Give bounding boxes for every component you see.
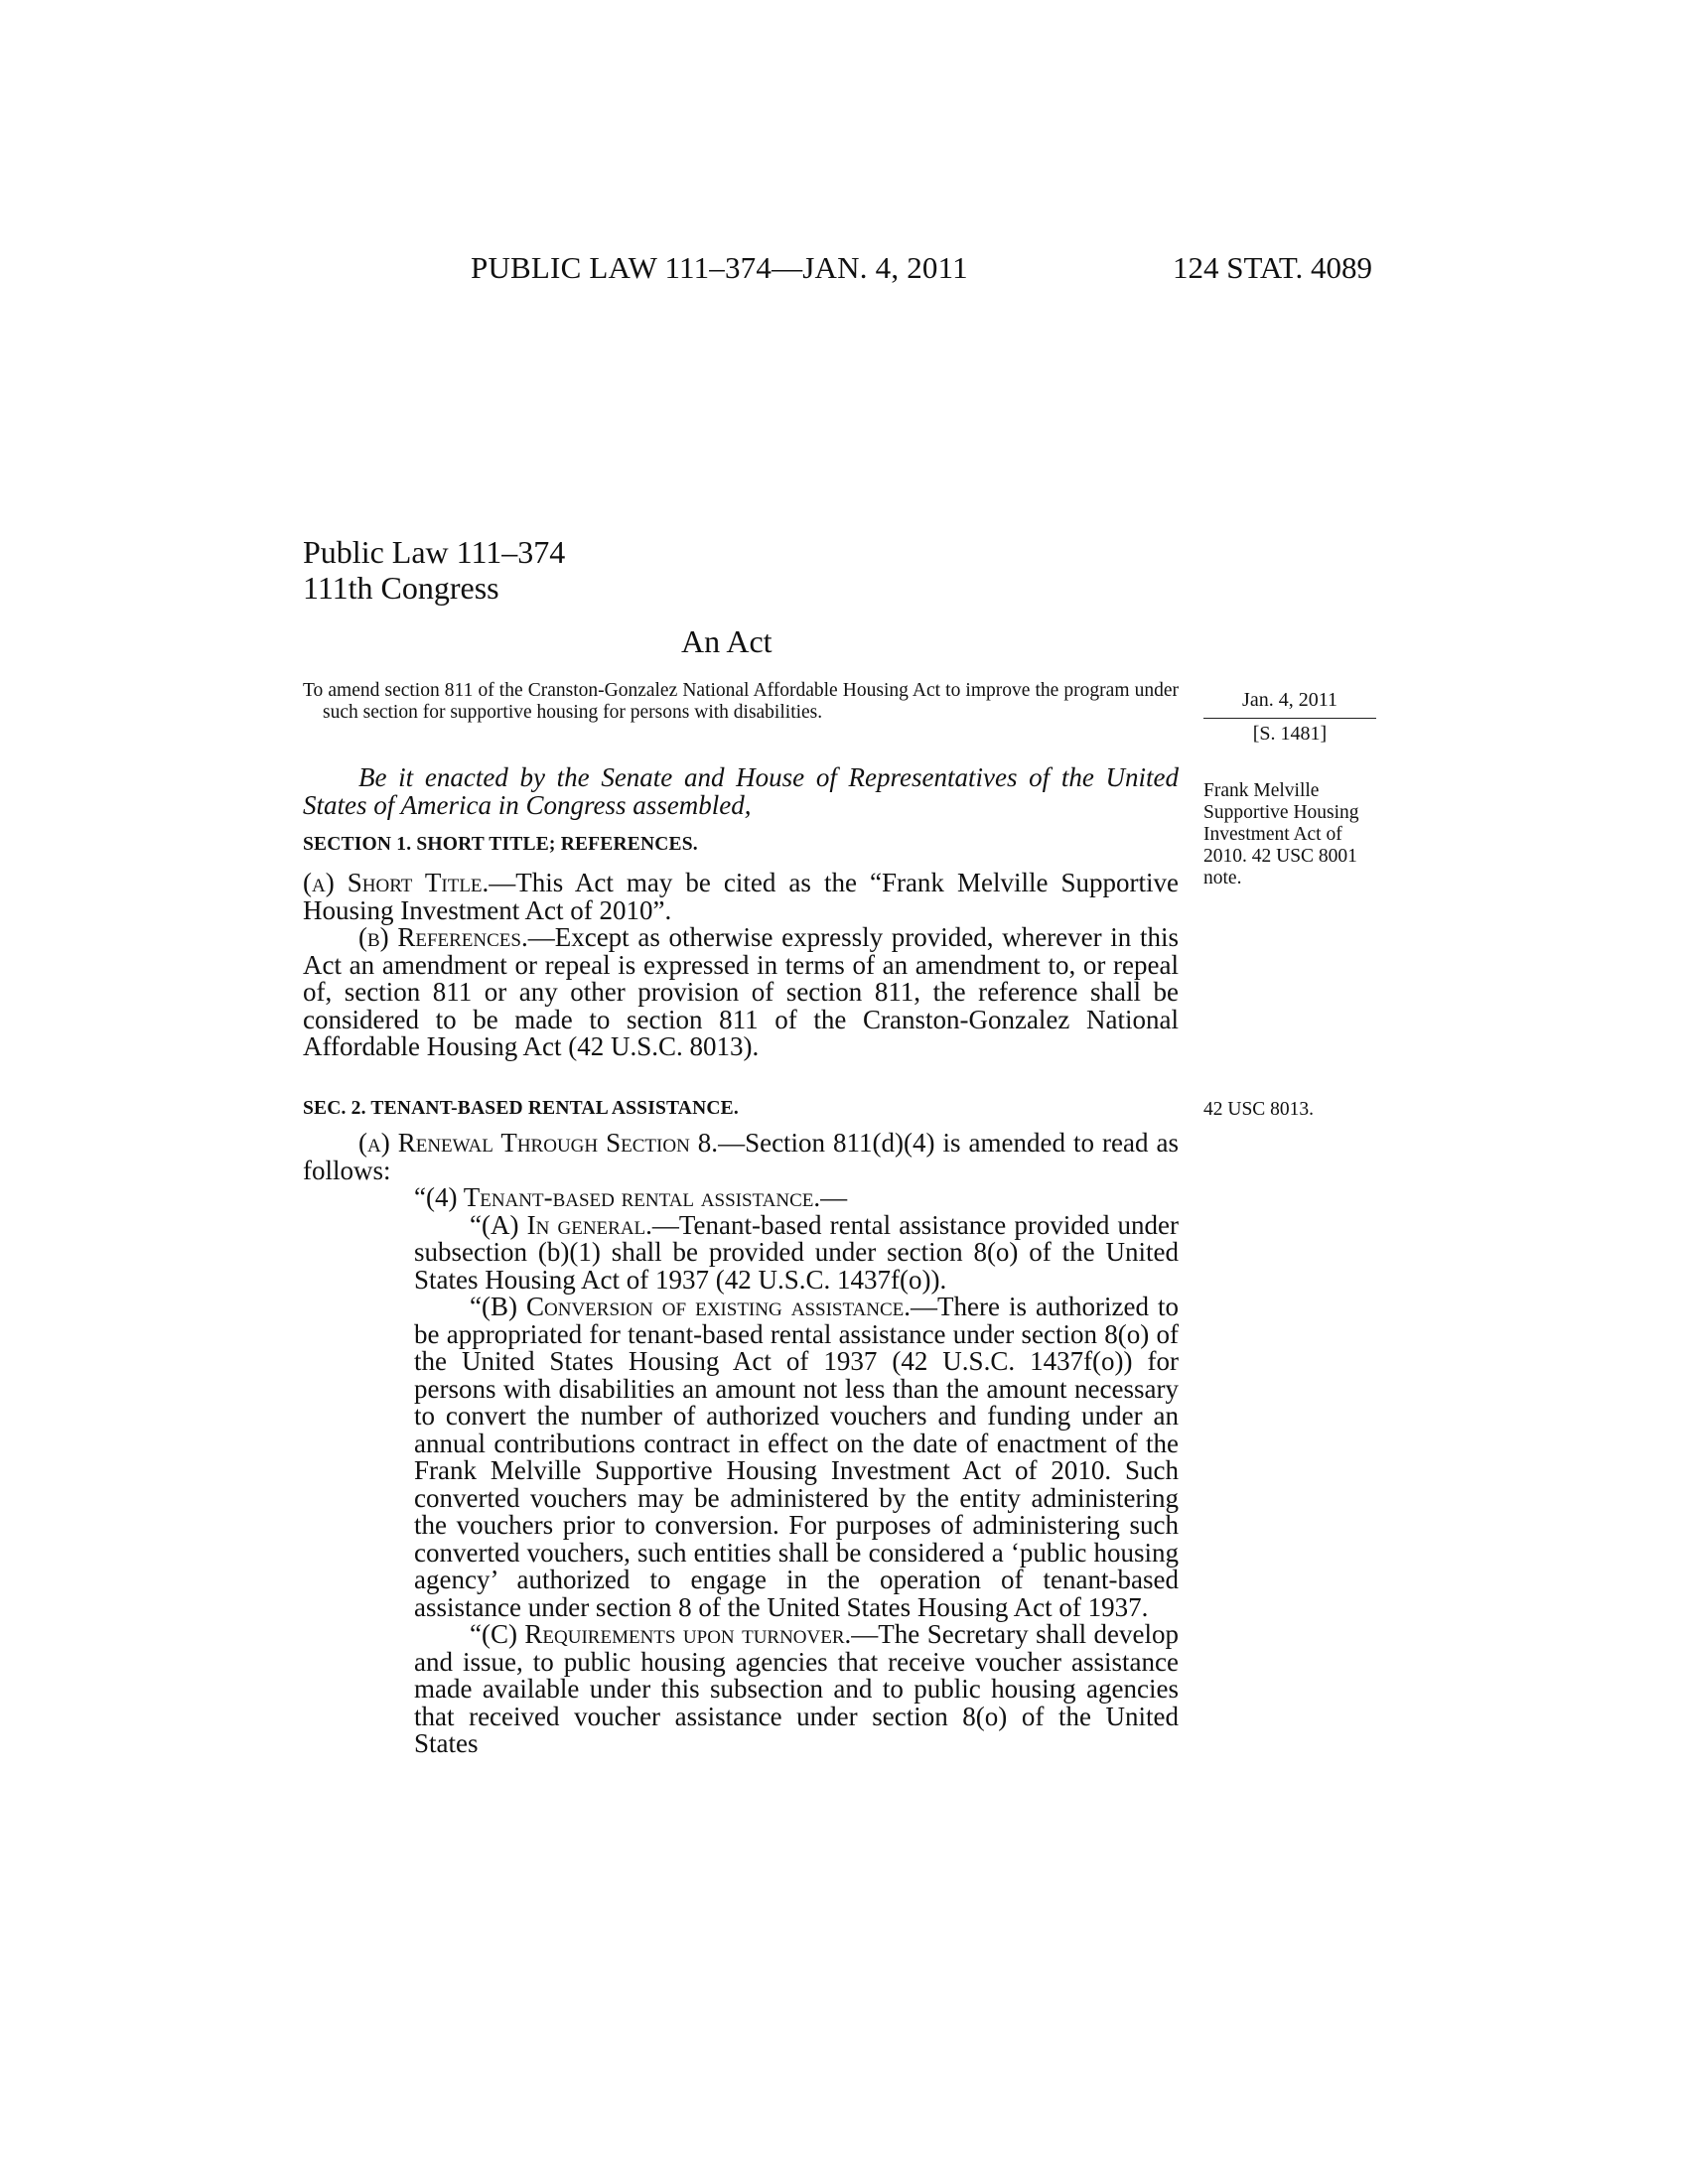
subparagraph-b (303, 1294, 1179, 1621)
subparagraph-c-label: “(C) Requirements upon turnover. (470, 1619, 852, 1649)
subparagraph-a-text: —Tenant-based rental assistance provided under subsection (b)(1) shall be provided under section 8(o) of the United States Housing Act of 1937 (42 U.S.C. 1437f(o)). (414, 1209, 1179, 1295)
paragraph-4-dash: — (820, 1182, 848, 1212)
subparagraph-c-text: —The Secretary shall develop and issue, to public housing agencies that receive voucher assistance made available under this subsection and to public housing agencies that received voucher assistance under section 8(o) of the United States (414, 1619, 1179, 1758)
subparagraph-a (303, 1209, 1179, 1295)
enacting-clause (303, 764, 1179, 819)
section-1-body (303, 870, 1179, 1061)
running-head: PUBLIC LAW 111–374—JAN. 4, 2011 (471, 250, 968, 285)
section-1a (303, 870, 1179, 924)
paragraph-4-label: “(4) Tenant-based rental assistance. (414, 1182, 821, 1212)
section-1-heading: SECTION 1. SHORT TITLE; REFERENCES. (303, 834, 698, 855)
enactment-date: Jan. 4, 2011 (1242, 689, 1337, 711)
section-2-heading: SEC. 2. TENANT-BASED RENTAL ASSISTANCE. (303, 1098, 739, 1119)
paragraph-4 (303, 1184, 1179, 1212)
section-1a-text: —This Act may be cited as the “Frank Melville Supportive Housing Investment Act of 2010”. (303, 868, 1179, 925)
statute-citation: 124 STAT. 4089 (1172, 250, 1372, 285)
margin-note-sec-2: 42 USC 8013. (1203, 1099, 1315, 1120)
date-divider (1203, 718, 1376, 719)
act-heading: An Act (681, 623, 773, 659)
section-1b-text: —Except as otherwise expressly provided, wherever in this Act an amendment or repeal is expressed in terms of an amendment to, or repeal of, section 811 or any other provision of section 811, the reference shall be considered to be made to section 811 of the Cranston-Gonzalez National Affordable Housing Act (42 U.S.C. 8013). (303, 922, 1179, 1061)
section-1b-label: (b) References. (358, 922, 528, 952)
subparagraph-b-label: “(B) Conversion of existing assistance. (470, 1292, 912, 1321)
purpose-statement: To amend section 811 of the Cranston-Gonzalez National Affordable Housing Act to improve the program under such section for supportive housing for persons with disabilities. (303, 680, 1179, 723)
congress: 111th Congress (303, 570, 499, 606)
subparagraph-b-text: —There is authorized to be appropriated for tenant-based rental assistance under section 8(o) of the United States Housing Act of 1937 (42 U.S.C. 1437f(o)) for persons with disabilities an amount not less than the amount necessary to convert the number of authorized vouchers and funding under an annual contributions contract in effect on the date of enactment of the Frank Melville Supportive Housing Investment Act of 2010. Such converted vouchers may be administered by the entity administering the vouchers prior to conversion. For purposes of administering such converted vouchers, such entities shall be considered a ‘public housing agency’ authorized to engage in the operation of tenant-based assistance under section 8 of the United States Housing Act of 1937. (414, 1292, 1179, 1622)
law-number: Public Law 111–374 (303, 534, 566, 570)
bill-number: [S. 1481] (1252, 723, 1328, 745)
subparagraph-a-label: “(A) In general. (470, 1209, 652, 1240)
enacting-clause-text: Be it enacted by the Senate and House of Representatives of the United States of America in Congress assembled, (303, 762, 1179, 820)
section-2-body (303, 1130, 1179, 1758)
section-2a (303, 1130, 1179, 1184)
margin-note-short-title: Frank Melville Supportive Housing Investment Act of 2010. 42 USC 8001 note. (1203, 780, 1359, 888)
section-1b (303, 924, 1179, 1061)
section-2a-text: —Section 811(d)(4) is amended to read as follows: (303, 1128, 1179, 1185)
date-box (1203, 689, 1376, 746)
subparagraph-c (303, 1621, 1179, 1758)
section-1a-label: (a) Short Title. (303, 868, 490, 897)
section-2a-label: (a) Renewal Through Section 8. (358, 1128, 719, 1158)
